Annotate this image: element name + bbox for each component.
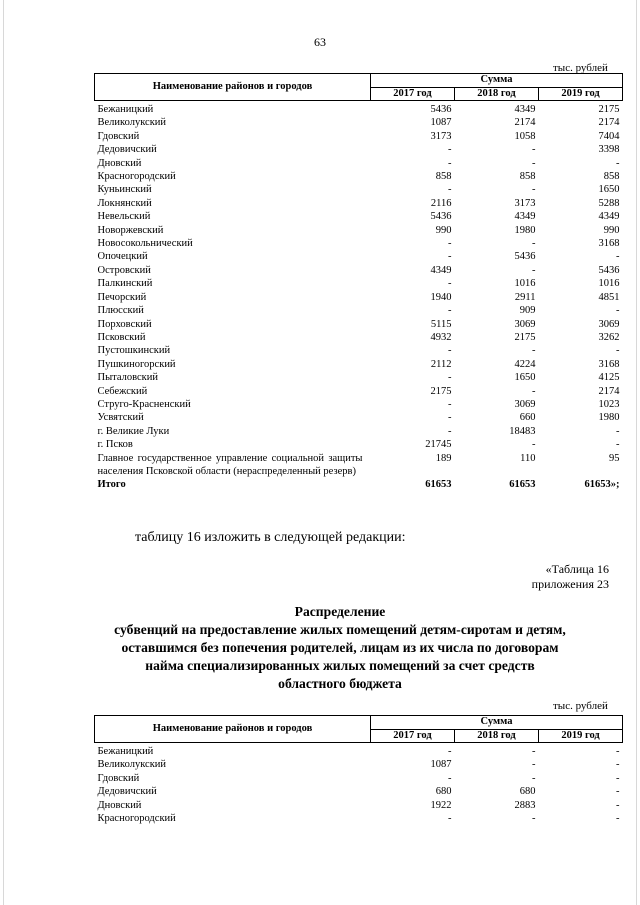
table-row xyxy=(95,197,623,210)
title-line: областного бюджета xyxy=(278,676,402,691)
amount-cell: 858 xyxy=(435,171,452,183)
amount-cell: - xyxy=(448,772,452,784)
district-name: Дедовичский xyxy=(97,144,157,156)
amount-cell: - xyxy=(448,746,452,757)
amount-cell: 4125 xyxy=(598,372,620,384)
amount-cell: 2911 xyxy=(514,291,536,303)
district-name: Опочецкий xyxy=(97,251,148,263)
amount-cell: - xyxy=(532,345,536,357)
amount-cell: - xyxy=(532,144,536,156)
table-row xyxy=(95,250,623,263)
amount-cell: 61653 xyxy=(425,478,452,490)
amount-cell: - xyxy=(616,345,620,357)
column-header-year: 2019 год xyxy=(539,729,623,743)
district-name: Пыталовский xyxy=(97,372,158,384)
amount-cell: 5115 xyxy=(430,318,452,330)
district-name: г. Псков xyxy=(97,439,133,451)
amount-cell: 2174 xyxy=(598,117,620,129)
table-row xyxy=(95,130,623,143)
amount-cell: 5436 xyxy=(430,211,452,223)
table-row xyxy=(95,438,623,451)
amount-cell: - xyxy=(448,251,452,263)
amount-cell: - xyxy=(448,425,452,437)
district-name: Великолукский xyxy=(97,759,167,771)
amount-cell: - xyxy=(616,746,620,757)
table-row xyxy=(95,224,623,237)
amount-cell: - xyxy=(448,345,452,357)
amount-cell: - xyxy=(532,439,536,451)
table-row xyxy=(95,277,623,290)
district-name: Красногородский xyxy=(97,171,176,183)
amount-cell: 4349 xyxy=(514,211,536,223)
title-line: субвенций на предоставление жилых помещений детям-сиротам и детям, xyxy=(114,622,566,637)
district-name: Невельский xyxy=(97,211,151,223)
amount-cell: 2174 xyxy=(598,385,620,397)
amount-cell: 4349 xyxy=(514,104,536,115)
amount-cell: 3173 xyxy=(514,197,536,209)
district-name: Великолукский xyxy=(97,117,167,129)
table-row xyxy=(95,772,623,785)
title-line: Распределение xyxy=(294,604,386,619)
amount-cell: 4932 xyxy=(430,331,452,343)
amount-cell: 5288 xyxy=(598,197,620,209)
column-header-name: Наименование районов и городов xyxy=(95,716,371,743)
amount-cell: - xyxy=(616,772,620,784)
title-line: оставшимся без попечения родителей, лицам из их числа по договорам xyxy=(121,640,559,655)
column-header-year: 2018 год xyxy=(455,87,539,101)
column-header-sum: Сумма xyxy=(371,716,623,730)
amount-cell: 3168 xyxy=(598,358,620,370)
column-header-year: 2017 год xyxy=(371,729,455,743)
amount-cell: - xyxy=(532,385,536,397)
amount-cell: 189 xyxy=(435,452,452,464)
page-edge-left xyxy=(3,0,4,905)
amount-cell: - xyxy=(448,398,452,410)
district-name: Струго-Красненский xyxy=(97,398,191,410)
amount-cell: - xyxy=(616,425,620,437)
district-name: Себежский xyxy=(97,385,148,397)
table-row-total xyxy=(95,478,623,491)
table-row xyxy=(95,143,623,156)
amount-cell: - xyxy=(448,278,452,290)
column-header-sum: Сумма xyxy=(371,74,623,88)
amount-cell: 2175 xyxy=(430,385,452,397)
district-name: Гдовский xyxy=(97,130,140,142)
amount-cell: 2175 xyxy=(598,104,620,115)
amount-cell: - xyxy=(532,264,536,276)
amount-cell: 1980 xyxy=(514,224,536,236)
amount-cell: 3398 xyxy=(598,144,620,156)
amount-cell: 1023 xyxy=(598,398,620,410)
district-name: Бежаницкий xyxy=(97,746,154,757)
table-row-reserve xyxy=(95,452,623,478)
amount-cell: 2112 xyxy=(430,358,452,370)
amount-cell: - xyxy=(532,772,536,784)
amount-cell: 1016 xyxy=(514,278,536,290)
amount-cell: 4349 xyxy=(430,264,452,276)
table-row xyxy=(95,411,623,424)
page-edge-right xyxy=(636,0,637,905)
amount-cell: 1922 xyxy=(430,799,452,811)
amount-cell: 1087 xyxy=(430,117,452,129)
amount-cell: - xyxy=(448,412,452,424)
table-row xyxy=(95,183,623,196)
table-row xyxy=(95,425,623,438)
amount-cell: 61653»; xyxy=(584,478,620,490)
district-name: Бежаницкий xyxy=(97,104,154,115)
table-row xyxy=(95,101,623,117)
amount-cell: - xyxy=(448,184,452,196)
amount-cell: 1940 xyxy=(430,291,452,303)
amount-cell: - xyxy=(448,372,452,384)
district-name: Пушкиногорский xyxy=(97,358,176,370)
amount-cell: 3173 xyxy=(430,130,452,142)
amount-cell: 2174 xyxy=(514,117,536,129)
table-row xyxy=(95,371,623,384)
amount-cell: 990 xyxy=(603,224,620,236)
amount-cell: 18483 xyxy=(509,425,536,437)
district-name: Дновский xyxy=(97,799,142,811)
table-row xyxy=(95,264,623,277)
table-reference xyxy=(532,562,609,592)
table-row xyxy=(95,170,623,183)
district-name: Куньинский xyxy=(97,184,152,196)
table-reference-line: приложения 23 xyxy=(531,577,609,591)
amount-cell: - xyxy=(616,305,620,317)
amount-cell: - xyxy=(448,144,452,156)
amount-cell: 4224 xyxy=(514,358,536,370)
table-row xyxy=(95,799,623,812)
table-row xyxy=(95,318,623,331)
district-name: Дновский xyxy=(97,157,142,169)
district-name: Псковский xyxy=(97,331,146,343)
amount-cell: 858 xyxy=(603,171,620,183)
unit-label-1: тыс. рублей xyxy=(553,62,608,74)
district-name: Красногородский xyxy=(97,813,176,825)
district-name: Усвятский xyxy=(97,412,144,424)
table-row xyxy=(95,157,623,170)
table-row xyxy=(95,743,623,759)
table-row xyxy=(95,291,623,304)
district-name: Новосокольнический xyxy=(97,238,193,250)
amount-cell: - xyxy=(532,157,536,169)
district-name: Палкинский xyxy=(97,278,153,290)
table-row xyxy=(95,344,623,357)
amount-cell: 909 xyxy=(519,305,536,317)
district-name: Островский xyxy=(97,264,151,276)
amount-cell: - xyxy=(448,813,452,825)
table-reference-line: «Таблица 16 xyxy=(545,562,609,576)
amount-cell: 3069 xyxy=(514,318,536,330)
amount-cell: - xyxy=(532,238,536,250)
amount-cell: 1650 xyxy=(598,184,620,196)
amount-cell: 3069 xyxy=(514,398,536,410)
district-name: Новоржевский xyxy=(97,224,164,236)
district-name: Порховский xyxy=(97,318,152,330)
page-number: 63 xyxy=(314,35,326,49)
amount-cell: - xyxy=(532,813,536,825)
amount-cell: 990 xyxy=(435,224,452,236)
amount-cell: - xyxy=(616,251,620,263)
table-row xyxy=(95,358,623,371)
amount-cell: 4851 xyxy=(598,291,620,303)
amount-cell: 1087 xyxy=(430,759,452,771)
amount-cell: 3262 xyxy=(598,331,620,343)
amount-cell: - xyxy=(616,439,620,451)
table-row xyxy=(95,385,623,398)
district-name: Гдовский xyxy=(97,772,140,784)
amount-cell: 660 xyxy=(519,412,536,424)
amount-cell: 680 xyxy=(435,786,452,798)
amount-cell: 110 xyxy=(520,452,536,464)
table-row xyxy=(95,398,623,411)
amount-cell: 858 xyxy=(519,171,536,183)
amount-cell: 2175 xyxy=(514,331,536,343)
amount-cell: - xyxy=(616,813,620,825)
district-name: Печорский xyxy=(97,291,147,303)
district-name: г. Великие Луки xyxy=(97,425,170,437)
amount-cell: - xyxy=(448,157,452,169)
amount-cell: 1980 xyxy=(598,412,620,424)
amount-cell: 680 xyxy=(519,786,536,798)
amount-cell: 1650 xyxy=(514,372,536,384)
column-header-name: Наименование районов и городов xyxy=(95,74,371,101)
amount-cell: 3069 xyxy=(598,318,620,330)
amount-cell: 21745 xyxy=(425,439,452,451)
district-name: Пустошкинский xyxy=(97,345,171,357)
amount-cell: - xyxy=(448,305,452,317)
table-row xyxy=(95,785,623,798)
amount-cell: - xyxy=(616,759,620,771)
district-name: Итого xyxy=(97,478,126,490)
amount-cell: 7404 xyxy=(598,130,620,142)
table-row xyxy=(95,116,623,129)
column-header-year: 2017 год xyxy=(371,87,455,101)
amount-cell: 95 xyxy=(609,452,620,464)
amount-cell: 4349 xyxy=(598,211,620,223)
amount-cell: 2116 xyxy=(430,197,452,209)
table-row xyxy=(95,237,623,250)
unit-label-2: тыс. рублей xyxy=(553,700,608,712)
amount-cell: - xyxy=(616,157,620,169)
table-row xyxy=(95,331,623,344)
column-header-year: 2018 год xyxy=(455,729,539,743)
table-row xyxy=(95,812,623,825)
amount-cell: 2883 xyxy=(514,799,536,811)
district-name: Главное государственное управление социальной защиты населения Псковской области (нераспределенный резерв) xyxy=(97,452,363,477)
amount-cell: - xyxy=(532,184,536,196)
district-name: Плюсский xyxy=(97,305,144,317)
amendment-paragraph: таблицу 16 изложить в следующей редакции: xyxy=(135,530,406,545)
amount-cell: - xyxy=(616,786,620,798)
section-title xyxy=(60,603,620,693)
column-header-year: 2019 год xyxy=(539,87,623,101)
title-line: найма специализированных жилых помещений за счет средств xyxy=(145,658,535,673)
amount-cell: 5436 xyxy=(514,251,536,263)
district-name: Локнянский xyxy=(97,197,152,209)
amount-cell: - xyxy=(448,238,452,250)
table-row xyxy=(95,758,623,771)
amount-cell: 5436 xyxy=(430,104,452,115)
amount-cell: - xyxy=(616,799,620,811)
distribution-table-1 xyxy=(94,73,623,491)
district-name: Дедовичский xyxy=(97,786,157,798)
amount-cell: 61653 xyxy=(509,478,536,490)
table-row xyxy=(95,304,623,317)
table-row xyxy=(95,210,623,223)
amount-cell: 5436 xyxy=(598,264,620,276)
amount-cell: 1016 xyxy=(598,278,620,290)
amount-cell: - xyxy=(532,746,536,757)
amount-cell: 3168 xyxy=(598,238,620,250)
amount-cell: 1058 xyxy=(514,130,536,142)
distribution-table-2 xyxy=(94,715,623,825)
amount-cell: - xyxy=(532,759,536,771)
